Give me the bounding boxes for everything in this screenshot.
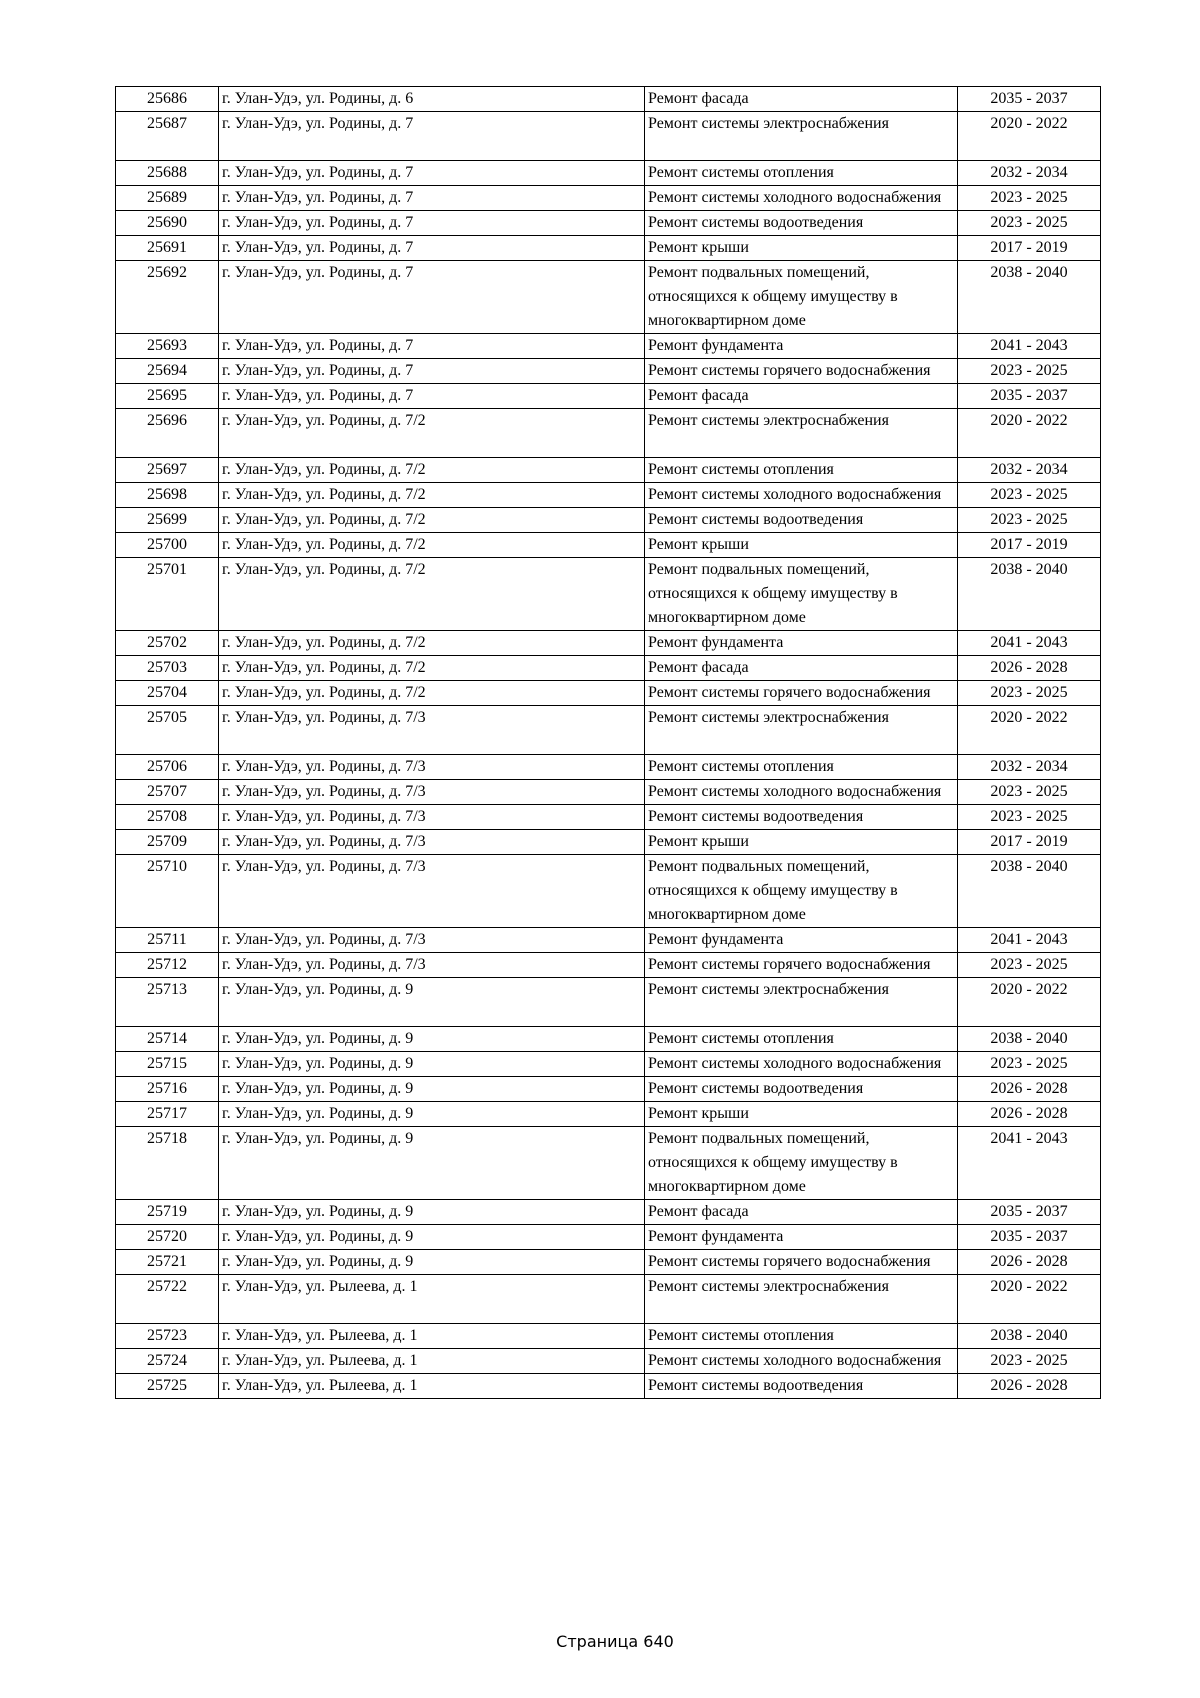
address-cell: г. Улан-Удэ, ул. Родины, д. 9 (219, 1102, 645, 1127)
work-type-cell: Ремонт системы водоотведения (645, 1374, 958, 1399)
row-number-cell: 25689 (116, 186, 219, 211)
row-number-cell: 25710 (116, 855, 219, 928)
row-number-cell: 25699 (116, 508, 219, 533)
address-cell: г. Улан-Удэ, ул. Родины, д. 7/2 (219, 483, 645, 508)
work-type-cell: Ремонт системы отопления (645, 161, 958, 186)
work-type-cell: Ремонт системы водоотведения (645, 805, 958, 830)
period-cell: 2038 - 2040 (958, 1324, 1101, 1349)
work-type-cell: Ремонт крыши (645, 236, 958, 261)
address-cell: г. Улан-Удэ, ул. Рылеева, д. 1 (219, 1324, 645, 1349)
address-cell: г. Улан-Удэ, ул. Родины, д. 9 (219, 978, 645, 1027)
work-type-cell: Ремонт системы электроснабжения (645, 112, 958, 161)
work-type-cell: Ремонт системы холодного водоснабжения (645, 780, 958, 805)
table-row (116, 236, 1101, 261)
row-number-cell: 25692 (116, 261, 219, 334)
work-type-cell: Ремонт подвальных помещений, относящихся к общему имуществу в многоквартирном доме (645, 855, 958, 928)
period-cell: 2020 - 2022 (958, 112, 1101, 161)
row-number-cell: 25715 (116, 1052, 219, 1077)
row-number-cell: 25723 (116, 1324, 219, 1349)
work-type-cell: Ремонт фасада (645, 1200, 958, 1225)
work-type-cell: Ремонт системы водоотведения (645, 211, 958, 236)
row-number-cell: 25717 (116, 1102, 219, 1127)
table-row (116, 186, 1101, 211)
work-type-cell: Ремонт системы горячего водоснабжения (645, 1250, 958, 1275)
period-cell: 2041 - 2043 (958, 928, 1101, 953)
work-type-cell: Ремонт системы отопления (645, 1324, 958, 1349)
address-cell: г. Улан-Удэ, ул. Родины, д. 7 (219, 211, 645, 236)
address-cell: г. Улан-Удэ, ул. Родины, д. 7 (219, 334, 645, 359)
table-row (116, 483, 1101, 508)
table-row (116, 805, 1101, 830)
work-type-cell: Ремонт крыши (645, 1102, 958, 1127)
period-cell: 2026 - 2028 (958, 1250, 1101, 1275)
row-number-cell: 25724 (116, 1349, 219, 1374)
table-row (116, 830, 1101, 855)
address-cell: г. Улан-Удэ, ул. Родины, д. 7/3 (219, 805, 645, 830)
address-cell: г. Улан-Удэ, ул. Родины, д. 7 (219, 236, 645, 261)
period-cell: 2026 - 2028 (958, 1077, 1101, 1102)
row-number-cell: 25690 (116, 211, 219, 236)
period-cell: 2023 - 2025 (958, 186, 1101, 211)
address-cell: г. Улан-Удэ, ул. Рылеева, д. 1 (219, 1374, 645, 1399)
table-row (116, 533, 1101, 558)
table-row (116, 1077, 1101, 1102)
work-type-cell: Ремонт системы электроснабжения (645, 1275, 958, 1324)
period-cell: 2035 - 2037 (958, 1200, 1101, 1225)
table-row (116, 458, 1101, 483)
row-number-cell: 25722 (116, 1275, 219, 1324)
row-number-cell: 25705 (116, 706, 219, 755)
address-cell: г. Улан-Удэ, ул. Родины, д. 7/3 (219, 855, 645, 928)
address-cell: г. Улан-Удэ, ул. Родины, д. 7/2 (219, 409, 645, 458)
work-type-cell: Ремонт системы горячего водоснабжения (645, 953, 958, 978)
work-type-cell: Ремонт системы водоотведения (645, 508, 958, 533)
work-type-cell: Ремонт системы холодного водоснабжения (645, 186, 958, 211)
table-row (116, 1324, 1101, 1349)
period-cell: 2023 - 2025 (958, 211, 1101, 236)
address-cell: г. Улан-Удэ, ул. Родины, д. 9 (219, 1052, 645, 1077)
table-row (116, 1200, 1101, 1225)
period-cell: 2023 - 2025 (958, 508, 1101, 533)
row-number-cell: 25707 (116, 780, 219, 805)
row-number-cell: 25706 (116, 755, 219, 780)
work-type-cell: Ремонт крыши (645, 533, 958, 558)
period-cell: 2032 - 2034 (958, 755, 1101, 780)
work-type-cell: Ремонт системы горячего водоснабжения (645, 681, 958, 706)
table-row (116, 780, 1101, 805)
period-cell: 2023 - 2025 (958, 1349, 1101, 1374)
table-row (116, 161, 1101, 186)
row-number-cell: 25691 (116, 236, 219, 261)
period-cell: 2038 - 2040 (958, 261, 1101, 334)
period-cell: 2020 - 2022 (958, 1275, 1101, 1324)
row-number-cell: 25696 (116, 409, 219, 458)
table-row (116, 1250, 1101, 1275)
period-cell: 2023 - 2025 (958, 483, 1101, 508)
period-cell: 2017 - 2019 (958, 533, 1101, 558)
row-number-cell: 25719 (116, 1200, 219, 1225)
table-row (116, 558, 1101, 631)
address-cell: г. Улан-Удэ, ул. Родины, д. 9 (219, 1027, 645, 1052)
address-cell: г. Улан-Удэ, ул. Родины, д. 7/3 (219, 830, 645, 855)
address-cell: г. Улан-Удэ, ул. Родины, д. 7/2 (219, 681, 645, 706)
row-number-cell: 25714 (116, 1027, 219, 1052)
address-cell: г. Улан-Удэ, ул. Родины, д. 7 (219, 112, 645, 161)
table-row (116, 409, 1101, 458)
work-type-cell: Ремонт подвальных помещений, относящихся к общему имуществу в многоквартирном доме (645, 261, 958, 334)
work-type-cell: Ремонт фасада (645, 384, 958, 409)
address-cell: г. Улан-Удэ, ул. Родины, д. 7 (219, 261, 645, 334)
row-number-cell: 25701 (116, 558, 219, 631)
address-cell: г. Улан-Удэ, ул. Родины, д. 9 (219, 1200, 645, 1225)
address-cell: г. Улан-Удэ, ул. Родины, д. 7 (219, 384, 645, 409)
table-row (116, 681, 1101, 706)
period-cell: 2026 - 2028 (958, 1102, 1101, 1127)
period-cell: 2020 - 2022 (958, 706, 1101, 755)
table-row (116, 1102, 1101, 1127)
row-number-cell: 25711 (116, 928, 219, 953)
table-row (116, 1027, 1101, 1052)
row-number-cell: 25694 (116, 359, 219, 384)
table-row (116, 953, 1101, 978)
work-type-cell: Ремонт системы холодного водоснабжения (645, 1349, 958, 1374)
address-cell: г. Улан-Удэ, ул. Родины, д. 7/2 (219, 558, 645, 631)
period-cell: 2035 - 2037 (958, 1225, 1101, 1250)
table-row (116, 631, 1101, 656)
works-table (115, 86, 1101, 1399)
row-number-cell: 25700 (116, 533, 219, 558)
row-number-cell: 25709 (116, 830, 219, 855)
work-type-cell: Ремонт фундамента (645, 928, 958, 953)
address-cell: г. Улан-Удэ, ул. Родины, д. 7 (219, 359, 645, 384)
table-row (116, 755, 1101, 780)
address-cell: г. Улан-Удэ, ул. Рылеева, д. 1 (219, 1275, 645, 1324)
row-number-cell: 25716 (116, 1077, 219, 1102)
work-type-cell: Ремонт подвальных помещений, относящихся к общему имуществу в многоквартирном доме (645, 558, 958, 631)
table-row (116, 87, 1101, 112)
address-cell: г. Улан-Удэ, ул. Родины, д. 7/2 (219, 656, 645, 681)
table-row (116, 1225, 1101, 1250)
address-cell: г. Улан-Удэ, ул. Родины, д. 6 (219, 87, 645, 112)
address-cell: г. Улан-Удэ, ул. Родины, д. 9 (219, 1225, 645, 1250)
row-number-cell: 25703 (116, 656, 219, 681)
period-cell: 2023 - 2025 (958, 805, 1101, 830)
row-number-cell: 25718 (116, 1127, 219, 1200)
address-cell: г. Улан-Удэ, ул. Родины, д. 7/3 (219, 953, 645, 978)
work-type-cell: Ремонт фасада (645, 87, 958, 112)
row-number-cell: 25721 (116, 1250, 219, 1275)
table-row (116, 112, 1101, 161)
table-row (116, 508, 1101, 533)
address-cell: г. Улан-Удэ, ул. Родины, д. 9 (219, 1077, 645, 1102)
period-cell: 2023 - 2025 (958, 681, 1101, 706)
address-cell: г. Улан-Удэ, ул. Родины, д. 7/2 (219, 508, 645, 533)
period-cell: 2035 - 2037 (958, 87, 1101, 112)
address-cell: г. Улан-Удэ, ул. Родины, д. 7 (219, 161, 645, 186)
period-cell: 2032 - 2034 (958, 458, 1101, 483)
work-type-cell: Ремонт системы электроснабжения (645, 706, 958, 755)
address-cell: г. Улан-Удэ, ул. Родины, д. 7/2 (219, 631, 645, 656)
work-type-cell: Ремонт системы электроснабжения (645, 978, 958, 1027)
address-cell: г. Улан-Удэ, ул. Родины, д. 9 (219, 1127, 645, 1200)
period-cell: 2038 - 2040 (958, 855, 1101, 928)
work-type-cell: Ремонт системы водоотведения (645, 1077, 958, 1102)
table-row (116, 855, 1101, 928)
work-type-cell: Ремонт подвальных помещений, относящихся к общему имуществу в многоквартирном доме (645, 1127, 958, 1200)
period-cell: 2032 - 2034 (958, 161, 1101, 186)
table-row (116, 211, 1101, 236)
work-type-cell: Ремонт системы отопления (645, 1027, 958, 1052)
period-cell: 2026 - 2028 (958, 1374, 1101, 1399)
address-cell: г. Улан-Удэ, ул. Родины, д. 7/3 (219, 706, 645, 755)
work-type-cell: Ремонт системы отопления (645, 755, 958, 780)
period-cell: 2041 - 2043 (958, 631, 1101, 656)
row-number-cell: 25698 (116, 483, 219, 508)
address-cell: г. Улан-Удэ, ул. Родины, д. 7/3 (219, 780, 645, 805)
address-cell: г. Улан-Удэ, ул. Родины, д. 7/3 (219, 928, 645, 953)
table-row (116, 706, 1101, 755)
period-cell: 2023 - 2025 (958, 359, 1101, 384)
period-cell: 2023 - 2025 (958, 780, 1101, 805)
work-type-cell: Ремонт системы электроснабжения (645, 409, 958, 458)
table-row (116, 359, 1101, 384)
work-type-cell: Ремонт фундамента (645, 631, 958, 656)
period-cell: 2038 - 2040 (958, 558, 1101, 631)
row-number-cell: 25708 (116, 805, 219, 830)
table-row (116, 928, 1101, 953)
row-number-cell: 25695 (116, 384, 219, 409)
table-row (116, 384, 1101, 409)
work-type-cell: Ремонт фундамента (645, 334, 958, 359)
period-cell: 2038 - 2040 (958, 1027, 1101, 1052)
work-type-cell: Ремонт фундамента (645, 1225, 958, 1250)
address-cell: г. Улан-Удэ, ул. Рылеева, д. 1 (219, 1349, 645, 1374)
address-cell: г. Улан-Удэ, ул. Родины, д. 9 (219, 1250, 645, 1275)
row-number-cell: 25688 (116, 161, 219, 186)
work-type-cell: Ремонт системы горячего водоснабжения (645, 359, 958, 384)
period-cell: 2020 - 2022 (958, 409, 1101, 458)
period-cell: 2017 - 2019 (958, 830, 1101, 855)
work-type-cell: Ремонт системы холодного водоснабжения (645, 483, 958, 508)
work-type-cell: Ремонт системы холодного водоснабжения (645, 1052, 958, 1077)
table-row (116, 1349, 1101, 1374)
table-body (116, 87, 1101, 1399)
row-number-cell: 25704 (116, 681, 219, 706)
row-number-cell: 25720 (116, 1225, 219, 1250)
table-row (116, 1127, 1101, 1200)
row-number-cell: 25702 (116, 631, 219, 656)
period-cell: 2026 - 2028 (958, 656, 1101, 681)
period-cell: 2017 - 2019 (958, 236, 1101, 261)
work-type-cell: Ремонт фасада (645, 656, 958, 681)
address-cell: г. Улан-Удэ, ул. Родины, д. 7/3 (219, 755, 645, 780)
row-number-cell: 25725 (116, 1374, 219, 1399)
period-cell: 2023 - 2025 (958, 953, 1101, 978)
table-row (116, 334, 1101, 359)
table-row (116, 1374, 1101, 1399)
table-row (116, 656, 1101, 681)
table-row (116, 978, 1101, 1027)
period-cell: 2023 - 2025 (958, 1052, 1101, 1077)
period-cell: 2020 - 2022 (958, 978, 1101, 1027)
row-number-cell: 25713 (116, 978, 219, 1027)
address-cell: г. Улан-Удэ, ул. Родины, д. 7 (219, 186, 645, 211)
period-cell: 2041 - 2043 (958, 1127, 1101, 1200)
page-number: Страница 640 (556, 1632, 674, 1651)
work-type-cell: Ремонт системы отопления (645, 458, 958, 483)
row-number-cell: 25693 (116, 334, 219, 359)
row-number-cell: 25697 (116, 458, 219, 483)
address-cell: г. Улан-Удэ, ул. Родины, д. 7/2 (219, 533, 645, 558)
table-row (116, 261, 1101, 334)
table-row (116, 1052, 1101, 1077)
row-number-cell: 25712 (116, 953, 219, 978)
table-row (116, 1275, 1101, 1324)
address-cell: г. Улан-Удэ, ул. Родины, д. 7/2 (219, 458, 645, 483)
work-type-cell: Ремонт крыши (645, 830, 958, 855)
row-number-cell: 25687 (116, 112, 219, 161)
period-cell: 2041 - 2043 (958, 334, 1101, 359)
period-cell: 2035 - 2037 (958, 384, 1101, 409)
row-number-cell: 25686 (116, 87, 219, 112)
